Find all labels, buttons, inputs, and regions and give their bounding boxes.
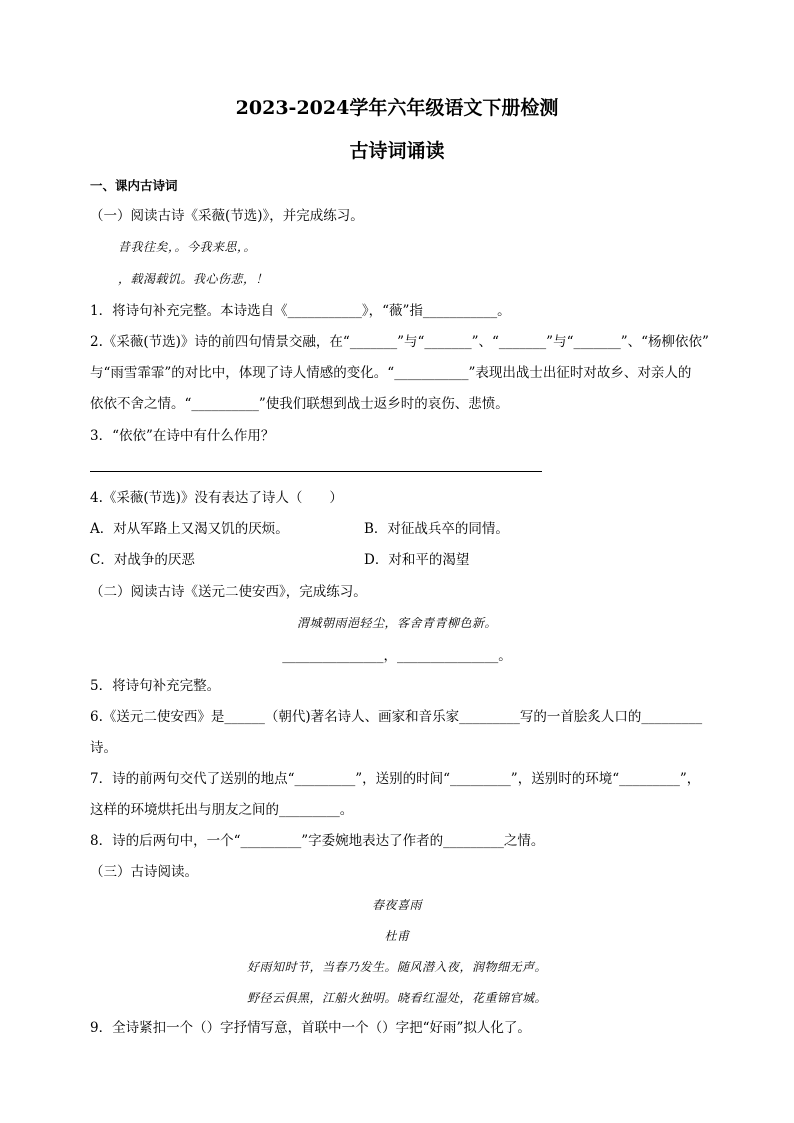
part3-poem-line2: 野径云俱黑，江船火独明。晓看红湿处，花重锦官城。 xyxy=(246,991,547,1005)
part2-poem-line1: 渭城朝雨浥轻尘，客舍青青柳色新。 xyxy=(296,616,497,630)
document-subtitle: 古诗词诵读 xyxy=(349,140,445,162)
part1-intro: （一）阅读古诗《采薇(节选)》，并完成练习。 xyxy=(90,208,364,224)
option-d: D．对和平的渴望 xyxy=(364,552,470,568)
part3-intro: （三）古诗阅读。 xyxy=(90,864,198,880)
question-9: 9．全诗紧扣一个（）字抒情写意，首联中一个（）字把“好雨”拟人化了。 xyxy=(90,1020,531,1036)
question-2-line3: 依依不舍之情。“__________”使我们联想到战士返乡时的哀伤、悲愤。 xyxy=(90,396,509,412)
section-heading: 一、课内古诗词 xyxy=(90,178,178,193)
part3-poem-title: 春夜喜雨 xyxy=(371,898,422,912)
part1-poem-line1: 昔我往矣，。今我来思，。 xyxy=(118,240,257,254)
part2-intro: （二）阅读古诗《送元二使安西》，完成练习。 xyxy=(90,584,367,600)
question-1: 1．将诗句补充完整。本诗选自《___________》，“薇”指___________。 xyxy=(90,303,511,319)
document-title: 2023-2024学年六年级语文下册检测 xyxy=(235,97,559,119)
option-b: B．对征战兵卒的同情。 xyxy=(364,521,509,537)
question-8: 8．诗的后两句中，一个“_________”字委婉地表达了作者的_________之情。 xyxy=(90,833,545,849)
question-4: 4.《采薇(节选)》没有表达了诗人（ ） xyxy=(90,490,343,506)
part2-poem-line2: _______________，_______________。 xyxy=(282,648,512,664)
part1-poem-line2: ，载渴载饥。我心伤悲，！ xyxy=(118,272,269,286)
question-7-line1: 7．诗的前两句交代了送别的地点“_________”，送别的时间“_________”，送别时的环境“_________”， xyxy=(90,771,701,787)
question-3: 3．“依依”在诗中有什么作用？ xyxy=(90,428,275,444)
part3-poem-line1: 好雨知时节，当春乃发生。随风潜入夜，润物细无声。 xyxy=(246,960,547,974)
question-5: 5．将诗句补充完整。 xyxy=(90,678,221,694)
option-c: C．对战争的厌恶 xyxy=(90,552,195,568)
question-6-line2: 诗。 xyxy=(90,740,117,756)
answer-line xyxy=(90,471,542,472)
question-6-line1: 6.《送元二使安西》是______（朝代)著名诗人、画家和音乐家_________写的一首脍炙人口的_________ xyxy=(90,709,703,725)
part3-poem-author: 杜甫 xyxy=(384,929,410,943)
question-2-line2: 与“雨雪霏霏”的对比中，体现了诗人情感的变化。“___________”表现出战士出征时对故乡、对亲人的 xyxy=(90,365,692,381)
option-a: A．对从军路上又渴又饥的厌烦。 xyxy=(90,521,289,537)
question-7-line2: 这样的环境烘托出与朋友之间的_________。 xyxy=(90,802,354,818)
question-2-line1: 2.《采薇(节选)》诗的前四句情景交融，在“_______”与“_______”、“_______”与“_______”、“杨柳依依” xyxy=(90,334,709,350)
